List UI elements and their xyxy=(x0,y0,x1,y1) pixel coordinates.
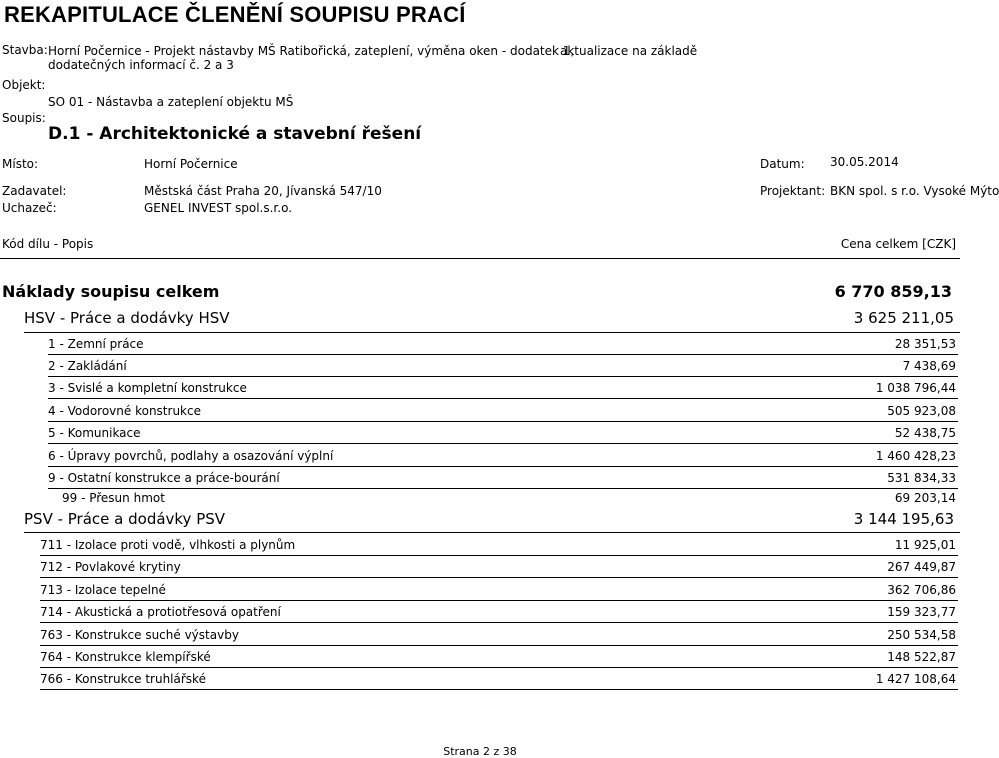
uchazec-value: GENEL INVEST spol.s.r.o. xyxy=(144,201,293,215)
datum-label: Datum: xyxy=(760,157,805,171)
row-label: 712 - Povlakové krytiny xyxy=(40,560,181,574)
row-divider xyxy=(40,577,958,578)
datum-value: 30.05.2014 xyxy=(830,155,899,169)
row-label: 763 - Konstrukce suché výstavby xyxy=(40,628,239,642)
soupis-label: Soupis: xyxy=(2,111,46,125)
group-value: 3 144 195,63 xyxy=(853,510,954,528)
table-row xyxy=(0,646,958,668)
row-value: 7 438,69 xyxy=(902,359,956,373)
row-divider xyxy=(48,443,958,444)
zadavatel-label: Zadavatel: xyxy=(2,184,67,198)
row-label: 4 - Vodorovné konstrukce xyxy=(48,404,201,418)
row-value: 531 834,33 xyxy=(887,471,956,485)
objekt-label: Objekt: xyxy=(2,78,46,92)
projektant-label: Projektant: xyxy=(760,184,826,198)
row-value: 159 323,77 xyxy=(887,605,956,619)
group-value: 3 625 211,05 xyxy=(853,309,954,327)
group-row-hsv xyxy=(0,308,958,330)
row-value: 1 427 108,64 xyxy=(875,672,956,686)
total-value: 6 770 859,13 xyxy=(834,282,952,301)
table-row xyxy=(0,400,958,422)
stavba-line-1: Horní Počernice - Projekt nástavby MŠ Ratibořická, zateplení, výměna oken - dodatek 1, xyxy=(48,44,575,58)
misto-value: Horní Počernice xyxy=(144,157,238,171)
row-label: 6 - Úpravy povrchů, podlahy a osazování výplní xyxy=(48,449,334,463)
table-row xyxy=(0,333,958,355)
row-value: 1 460 428,23 xyxy=(875,449,956,463)
row-value: 69 203,14 xyxy=(894,491,956,505)
objekt-value: SO 01 - Nástavba a zateplení objektu MŠ xyxy=(48,95,294,109)
row-value: 148 522,87 xyxy=(887,650,956,664)
row-value: 11 925,01 xyxy=(894,538,956,552)
row-divider xyxy=(48,398,958,399)
header-divider xyxy=(0,258,960,259)
total-label: Náklady soupisu celkem xyxy=(2,282,220,301)
stavba-line-2: dodatečných informací č. 2 a 3 xyxy=(48,58,234,72)
projektant-value: BKN spol. s r.o. Vysoké Mýto xyxy=(830,184,999,198)
row-label: 764 - Konstrukce klempířské xyxy=(40,650,211,664)
page-title: REKAPITULACE ČLENĚNÍ SOUPISU PRACÍ xyxy=(4,2,466,27)
zadavatel-value: Městská část Praha 20, Jívanská 547/10 xyxy=(144,184,382,198)
group-label: HSV - Práce a dodávky HSV xyxy=(24,309,230,327)
table-row xyxy=(0,422,958,444)
row-value: 505 923,08 xyxy=(887,404,956,418)
row-divider xyxy=(40,622,958,623)
uchazec-label: Uchazeč: xyxy=(2,201,57,215)
row-label: 1 - Zemní práce xyxy=(48,337,144,351)
table-row xyxy=(0,534,958,556)
row-divider xyxy=(40,689,958,690)
column-header-price: Cena celkem [CZK] xyxy=(840,237,956,251)
row-value: 1 038 796,44 xyxy=(875,381,956,395)
group-divider xyxy=(24,532,960,533)
row-label: 99 - Přesun hmot xyxy=(62,491,165,505)
row-label: 2 - Zakládání xyxy=(48,359,127,373)
column-header-code: Kód dílu - Popis xyxy=(2,237,94,251)
group-label: PSV - Práce a dodávky PSV xyxy=(24,510,226,528)
row-label: 711 - Izolace proti vodě, vlhkosti a plynům xyxy=(40,538,296,552)
stavba-value xyxy=(48,44,575,74)
group-row-psv xyxy=(0,509,958,531)
row-value: 362 706,86 xyxy=(887,583,956,597)
table-row xyxy=(0,556,958,578)
stavba-label: Stavba: xyxy=(2,43,48,57)
table-row xyxy=(0,377,958,399)
table-row xyxy=(0,487,958,507)
table-row xyxy=(0,624,958,646)
row-label: 766 - Konstrukce truhlářské xyxy=(40,672,206,686)
row-label: 9 - Ostatní konstrukce a práce-bourání xyxy=(48,471,280,485)
row-value: 250 534,58 xyxy=(887,628,956,642)
soupis-value: D.1 - Architektonické a stavební řešení xyxy=(48,124,422,144)
page-number: Strana 2 z 38 xyxy=(443,745,517,758)
row-label: 714 - Akustická a protiotřesová opatření xyxy=(40,605,281,619)
table-row xyxy=(0,601,958,623)
total-row xyxy=(0,278,958,300)
table-row xyxy=(0,445,958,467)
row-label: 713 - Izolace tepelné xyxy=(40,583,166,597)
row-value: 267 449,87 xyxy=(887,560,956,574)
row-value: 28 351,53 xyxy=(894,337,956,351)
misto-label: Místo: xyxy=(2,157,39,171)
row-label: 5 - Komunikace xyxy=(48,426,141,440)
table-row xyxy=(0,579,958,601)
table-row xyxy=(0,668,958,690)
table-row xyxy=(0,467,958,489)
table-row xyxy=(0,355,958,377)
row-label: 3 - Svislé a kompletní konstrukce xyxy=(48,381,247,395)
stavba-right: aktualizace na základě xyxy=(560,44,698,58)
row-value: 52 438,75 xyxy=(894,426,956,440)
